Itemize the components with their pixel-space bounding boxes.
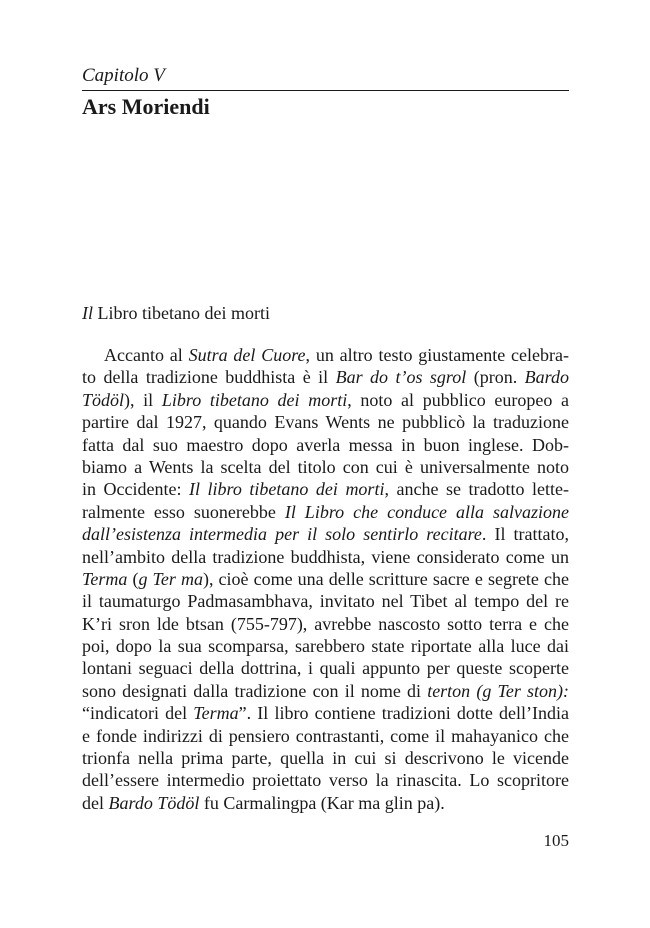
text-run: dell’essere intermedio proiettato verso la rinascita. Lo scopritore xyxy=(82,770,569,791)
body-line xyxy=(82,613,569,635)
text-run: “indicatori del xyxy=(82,703,194,724)
italic-text: Tödöl xyxy=(82,389,125,410)
body-line xyxy=(82,456,569,478)
text-run: ), il xyxy=(124,389,162,410)
text-run: fatta dal suo maestro dopo averla messa in buon inglese. Dob- xyxy=(82,434,569,455)
text-run: Accanto al xyxy=(104,345,189,365)
body-line xyxy=(82,747,569,769)
text-run: to della tradizione buddhista è il xyxy=(82,367,336,388)
body-line xyxy=(82,344,569,366)
body-line xyxy=(82,590,569,612)
text-run: partire dal 1927, quando Evans Wents ne pubblicò la traduzione xyxy=(82,412,569,433)
text-run: sono designati dalla tradizione con il nome di xyxy=(82,680,428,701)
body-paragraph xyxy=(82,344,569,814)
text-run: , noto al pubblico europeo a xyxy=(347,389,569,410)
body-line xyxy=(82,792,569,814)
body-line xyxy=(82,568,569,590)
text-run: poi, dopo la sua scomparsa, sarebbero state riportate alla luce dai xyxy=(82,636,569,657)
text-run: (pron. xyxy=(466,367,525,388)
body-line xyxy=(82,725,569,747)
body-line xyxy=(82,434,569,456)
section-title xyxy=(82,301,270,325)
body-line xyxy=(82,546,569,568)
text-run: fu Carmalingpa (Kar ma glin pa). xyxy=(199,792,445,813)
page-number: 105 xyxy=(543,831,569,850)
text-run: del xyxy=(82,792,109,813)
chapter-title: Ars Moriendi xyxy=(82,94,210,119)
text-run: K’ri sron lde btsan (755-797), avrebbe nascosto sotto terra e che xyxy=(82,613,569,634)
body-line xyxy=(82,389,569,411)
text-run: ”. Il libro contiene tradizioni dotte dell’India xyxy=(238,703,569,724)
text-run: lontani seguaci della dottrina, i quali appunto per queste scoperte xyxy=(82,658,569,679)
body-line xyxy=(82,478,569,500)
body-line xyxy=(82,702,569,724)
body-line xyxy=(82,769,569,791)
italic-text: Bardo Tödöl xyxy=(108,792,200,813)
italic-text: terton (g Ter ston): xyxy=(427,680,569,701)
italic-text: dall’esistenza intermedia per il solo sentirlo recitare xyxy=(82,524,482,545)
text-run: trionfa nella prima parte, quella in cui si descrivono le vicende xyxy=(82,748,569,769)
body-line xyxy=(82,366,569,388)
body-line xyxy=(82,411,569,433)
italic-text: Bardo xyxy=(524,367,569,388)
chapter-label: Capitolo V xyxy=(82,65,165,86)
italic-text: Il Libro che conduce alla salvazione xyxy=(284,501,569,522)
text-run: ), cioè come una delle scritture sacre e segrete che xyxy=(202,568,569,589)
text-run: nell’ambito della tradizione buddhista, viene considerato come un xyxy=(82,546,569,567)
italic-text: Terma xyxy=(82,568,128,589)
text-run: , anche se tradotto lette- xyxy=(384,479,569,500)
body-line xyxy=(82,501,569,523)
body-line xyxy=(82,657,569,679)
italic-text: Bar do t’os sgrol xyxy=(335,367,467,388)
text-run: e fonde indirizzi di pensiero contrastanti, come il mahayanico che xyxy=(82,725,569,746)
text-run: ralmente esso suonerebbe xyxy=(82,501,285,522)
text-run: il taumaturgo Padmasambhava, invitato nel Tibet al tempo del re xyxy=(82,591,569,612)
italic-text: Sutra del Cuore xyxy=(188,345,306,365)
italic-text: g Ter ma xyxy=(138,568,203,589)
text-run: in Occidente: xyxy=(82,479,190,500)
body-line xyxy=(82,680,569,702)
body-line xyxy=(82,523,569,545)
text-run: ( xyxy=(127,568,139,589)
italic-text: Libro tibetano dei morti xyxy=(161,389,348,410)
chapter-rule xyxy=(82,90,569,91)
section-title-italic: Il xyxy=(82,303,93,323)
italic-text: Il libro tibetano dei morti xyxy=(189,479,385,500)
text-run: biamo a Wents la scelta del titolo con cui è universalmente noto xyxy=(82,456,569,477)
body-line xyxy=(82,635,569,657)
text-run: , un altro testo giustamente celebra- xyxy=(305,345,570,365)
section-title-rest: Libro tibetano dei morti xyxy=(93,303,270,323)
italic-text: Terma xyxy=(193,703,239,724)
text-run: . Il trattato, xyxy=(481,524,569,545)
